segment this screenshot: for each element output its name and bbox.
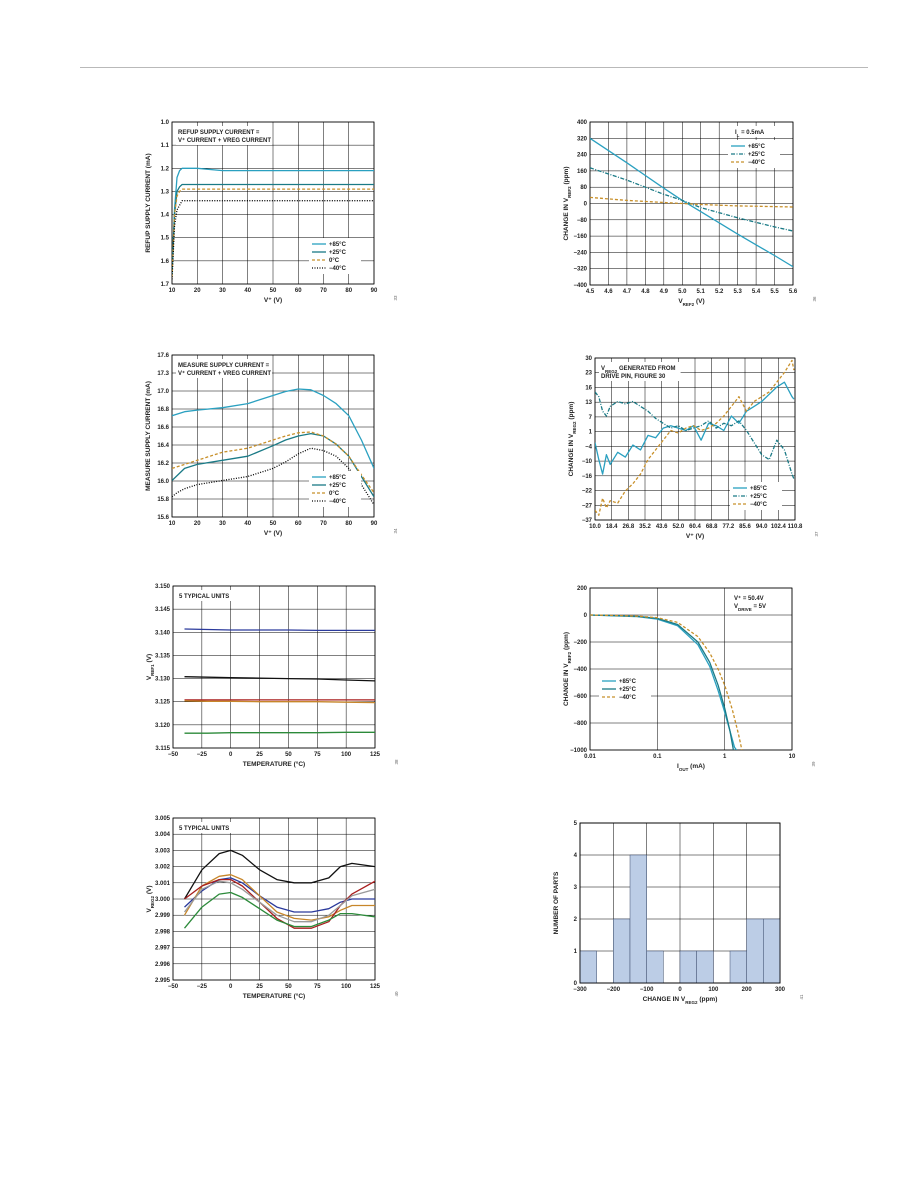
gridlines bbox=[173, 818, 375, 980]
chart-refup-supply-current bbox=[140, 112, 400, 312]
chart-vref2-change-vs-vref2 bbox=[550, 112, 817, 312]
x-tick-label: −50 bbox=[167, 984, 179, 990]
x-axis-label: $V_{REF2}$ (V) bbox=[678, 298, 705, 307]
x-tick-label: 60 bbox=[294, 521, 302, 527]
gridlines bbox=[173, 586, 375, 748]
y-tick-label: 0 bbox=[583, 613, 587, 619]
annotation-text: V⁺ = 50.4V bbox=[734, 596, 764, 602]
x-tick-label: 50 bbox=[269, 521, 277, 527]
y-tick-label: −400 bbox=[573, 667, 587, 673]
y-tick-label: 1.4 bbox=[160, 212, 169, 219]
y-tick-label: −27 bbox=[581, 503, 592, 510]
x-tick-label: 10 bbox=[168, 521, 176, 527]
x-axis-label: V⁺ (V) bbox=[263, 530, 283, 537]
x-tick-label: 100 bbox=[341, 984, 352, 990]
x-tick-label: 1 bbox=[722, 754, 727, 760]
x-tick-label: 80 bbox=[345, 288, 353, 294]
x-tick-label: −25 bbox=[196, 752, 207, 758]
y-tick-label: 16.2 bbox=[157, 461, 169, 467]
legend-label: +85°C bbox=[329, 242, 346, 248]
y-tick-label: 160 bbox=[576, 168, 587, 175]
y-tick-label: 13 bbox=[585, 400, 592, 407]
histogram-bar bbox=[730, 951, 747, 983]
y-tick-label: 1 bbox=[573, 949, 577, 955]
y-tick-label: 200 bbox=[576, 586, 587, 592]
y-tick-label: 3.005 bbox=[154, 816, 170, 822]
legend bbox=[730, 482, 782, 510]
y-tick-label: 0 bbox=[583, 201, 587, 208]
y-tick-label: −160 bbox=[573, 234, 587, 241]
legend-label: −40°C bbox=[329, 499, 346, 505]
y-tick-label: −10 bbox=[581, 459, 592, 466]
series-line bbox=[185, 629, 376, 630]
x-tick-label: 300 bbox=[774, 987, 786, 993]
legend-label: +85°C bbox=[619, 679, 636, 685]
y-tick-label: −400 bbox=[573, 283, 587, 289]
y-tick-label: 1 bbox=[588, 429, 592, 436]
y-tick-label: 2.996 bbox=[154, 961, 170, 968]
x-tick-label: −50 bbox=[167, 752, 179, 758]
y-tick-label: −800 bbox=[573, 721, 587, 727]
x-tick-label: 10.0 bbox=[589, 524, 601, 530]
x-tick-label: 25 bbox=[256, 752, 263, 758]
x-tick-label: 0.01 bbox=[584, 754, 596, 760]
y-tick-label: −37 bbox=[581, 518, 592, 524]
y-tick-label: 17.0 bbox=[157, 389, 169, 395]
y-tick-label: −200 bbox=[573, 640, 587, 646]
x-tick-label: 94.0 bbox=[755, 524, 768, 530]
annotation-text: $V_{REG2}$ GENERATED FROM bbox=[601, 366, 676, 374]
x-tick-label: 75 bbox=[313, 752, 321, 758]
x-tick-label: 50 bbox=[285, 752, 292, 758]
y-tick-label: 3.145 bbox=[154, 607, 170, 614]
y-axis-label: $V_{REF1}$ (V) bbox=[146, 653, 155, 681]
x-tick-label: 4.5 bbox=[585, 289, 595, 295]
x-axis-label: TEMPERATURE (°C) bbox=[242, 761, 306, 768]
x-axis-label: TEMPERATURE (°C) bbox=[242, 993, 306, 1000]
x-axis-label: V⁺ (V) bbox=[685, 533, 705, 540]
x-tick-label: 0 bbox=[229, 752, 233, 758]
y-tick-label: 3.001 bbox=[154, 880, 170, 887]
y-tick-label: 15.6 bbox=[157, 515, 169, 521]
y-tick-label: 400 bbox=[576, 120, 587, 126]
y-tick-label: 16.0 bbox=[157, 479, 169, 485]
y-axis-label: CHANGE IN $V_{REF2}$ (ppm) bbox=[563, 166, 572, 241]
y-tick-label: 1.5 bbox=[160, 235, 169, 242]
x-tick-label: 70 bbox=[320, 521, 327, 527]
x-tick-label: 4.8 bbox=[641, 289, 650, 295]
y-tick-label: 3.150 bbox=[154, 584, 170, 590]
x-tick-label: 10 bbox=[788, 754, 796, 760]
legend-label: −40°C bbox=[329, 266, 346, 272]
series-line bbox=[595, 392, 794, 479]
annotation-text: MEASURE SUPPLY CURRENT = bbox=[178, 363, 270, 369]
x-tick-label: 110.8 bbox=[787, 524, 803, 530]
x-tick-label: 200 bbox=[741, 987, 752, 993]
chart-vreg2-vs-temperature bbox=[140, 812, 400, 1017]
x-tick-label: 18.4 bbox=[605, 524, 618, 530]
histogram-bar bbox=[697, 951, 714, 983]
y-tick-label: 17.3 bbox=[157, 371, 169, 377]
header-rule bbox=[80, 67, 868, 68]
y-tick-label: 3.003 bbox=[154, 848, 170, 855]
histogram-bar bbox=[763, 919, 780, 983]
y-tick-label: 2.998 bbox=[154, 929, 170, 936]
x-tick-label: 90 bbox=[370, 521, 378, 527]
x-tick-label: 35.2 bbox=[639, 524, 651, 530]
annotation-text: V⁺ CURRENT + VREG CURRENT bbox=[178, 138, 272, 144]
x-tick-label: 30 bbox=[219, 288, 226, 294]
x-tick-label: 5.6 bbox=[788, 289, 798, 295]
y-tick-label: 16.4 bbox=[157, 443, 169, 449]
x-tick-label: 60 bbox=[294, 288, 302, 294]
legend bbox=[309, 238, 361, 274]
figure-id: 41 bbox=[799, 994, 804, 1000]
y-tick-label: 4 bbox=[573, 853, 577, 859]
x-axis-label: CHANGE IN $V_{REG2}$ (ppm) bbox=[642, 996, 718, 1005]
y-tick-label: 3.000 bbox=[154, 897, 170, 903]
legend-label: +85°C bbox=[329, 475, 346, 481]
x-tick-label: 60.4 bbox=[689, 524, 701, 530]
y-tick-label: 1.0 bbox=[160, 120, 169, 126]
x-axis-label: $I_{OUT}$ (mA) bbox=[677, 763, 705, 772]
figure-id: 33 bbox=[393, 295, 398, 301]
legend bbox=[309, 471, 361, 507]
annotation-text: 5 TYPICAL UNITS bbox=[179, 594, 230, 600]
histogram-bar bbox=[580, 951, 597, 983]
y-axis-label: $V_{REG2}$ (V) bbox=[146, 885, 155, 913]
y-tick-label: 1.2 bbox=[160, 166, 169, 173]
histogram-bar bbox=[613, 919, 630, 983]
x-tick-label: 0 bbox=[678, 987, 682, 993]
x-tick-label: 0.1 bbox=[653, 754, 662, 760]
y-tick-label: 0 bbox=[573, 981, 577, 987]
y-tick-label: 320 bbox=[576, 136, 587, 143]
y-tick-label: 2.997 bbox=[154, 945, 170, 952]
y-tick-label: 3.135 bbox=[154, 653, 170, 660]
x-tick-label: −300 bbox=[573, 987, 587, 993]
x-tick-label: 4.7 bbox=[622, 289, 632, 295]
x-tick-label: 125 bbox=[369, 984, 381, 990]
x-tick-label: 4.9 bbox=[659, 289, 668, 295]
y-axis-label: CHANGE IN $V_{REG2}$ (ppm) bbox=[568, 401, 577, 477]
x-tick-label: −100 bbox=[639, 987, 654, 993]
legend bbox=[599, 675, 651, 703]
annotation-text: REFUP SUPPLY CURRENT = bbox=[178, 130, 260, 136]
y-tick-label: 17.6 bbox=[157, 353, 169, 359]
y-tick-label: 3.115 bbox=[155, 746, 170, 752]
series-line bbox=[185, 732, 376, 733]
x-tick-label: 0 bbox=[229, 984, 233, 990]
y-axis-label: NUMBER OF PARTS bbox=[553, 871, 560, 935]
y-tick-label: 3 bbox=[573, 885, 577, 891]
chart-vref2-change-vs-iout bbox=[550, 582, 816, 782]
y-tick-label: 3.130 bbox=[154, 676, 170, 683]
y-tick-label: 1.1 bbox=[160, 143, 169, 150]
plot-frame bbox=[173, 586, 375, 748]
x-tick-label: 90 bbox=[370, 288, 378, 294]
x-tick-label: 100 bbox=[708, 987, 719, 993]
x-tick-label: 5.5 bbox=[770, 289, 779, 295]
y-tick-label: 3.004 bbox=[154, 832, 170, 839]
x-tick-label: 5.2 bbox=[715, 289, 724, 295]
y-tick-label: 7 bbox=[588, 414, 592, 421]
series-line bbox=[185, 701, 376, 703]
x-axis-label: V⁺ (V) bbox=[263, 297, 283, 304]
y-tick-label: −320 bbox=[573, 266, 587, 273]
y-tick-label: −600 bbox=[573, 694, 587, 700]
y-tick-label: 2 bbox=[573, 917, 577, 923]
figure-id: 38 bbox=[394, 759, 399, 765]
y-tick-label: 3.120 bbox=[154, 722, 170, 729]
y-tick-label: 16.6 bbox=[157, 425, 169, 431]
y-tick-label: −240 bbox=[573, 250, 587, 257]
y-tick-label: 2.995 bbox=[154, 978, 170, 984]
x-tick-label: 80 bbox=[345, 521, 353, 527]
y-tick-label: 30 bbox=[585, 356, 592, 362]
y-tick-label: 2.999 bbox=[154, 913, 170, 920]
histogram-bar bbox=[647, 951, 664, 983]
x-tick-label: 125 bbox=[369, 752, 381, 758]
x-tick-label: 5.4 bbox=[751, 289, 761, 295]
x-tick-label: 25 bbox=[256, 984, 263, 990]
figure-id: 37 bbox=[814, 531, 819, 537]
annotation-text: $I_L = 0.5mA$ bbox=[735, 130, 765, 138]
x-tick-label: 70 bbox=[320, 288, 327, 294]
y-tick-label: 3.002 bbox=[154, 864, 170, 871]
x-tick-label: 5.0 bbox=[678, 289, 687, 295]
y-tick-label: −80 bbox=[576, 217, 587, 224]
series-line bbox=[185, 893, 376, 929]
x-tick-label: 102.4 bbox=[770, 524, 786, 530]
y-axis-label: MEASURE SUPPLY CURRENT (mA) bbox=[145, 381, 152, 491]
y-axis-label: REFUP SUPPLY CURRENT (mA) bbox=[145, 153, 152, 253]
figure-id: 40 bbox=[394, 991, 399, 997]
legend-label: 0°C bbox=[329, 491, 340, 497]
series-group bbox=[185, 629, 376, 733]
y-tick-label: 3.140 bbox=[154, 630, 170, 637]
legend-label: −40°C bbox=[750, 502, 767, 508]
y-tick-label: −16 bbox=[581, 473, 592, 480]
legend-label: +25°C bbox=[748, 152, 765, 158]
y-tick-label: 5 bbox=[573, 821, 577, 827]
legend-label: +85°C bbox=[750, 486, 767, 492]
y-tick-label: 1.3 bbox=[160, 189, 169, 196]
series-line bbox=[185, 881, 376, 922]
x-tick-label: 77.2 bbox=[722, 524, 735, 530]
x-tick-label: 85.6 bbox=[739, 524, 751, 530]
x-tick-label: 100 bbox=[341, 752, 352, 758]
x-tick-label: 40 bbox=[244, 521, 252, 527]
legend-label: +85°C bbox=[748, 144, 765, 150]
y-tick-label: 240 bbox=[576, 152, 587, 159]
gridlines bbox=[590, 588, 792, 750]
chart-vreg2-histogram bbox=[550, 813, 810, 1018]
x-tick-label: −200 bbox=[606, 987, 621, 993]
annotation-text: 5 TYPICAL UNITS bbox=[179, 826, 230, 832]
legend bbox=[728, 140, 780, 168]
series-group bbox=[185, 850, 376, 928]
x-tick-label: 50 bbox=[269, 288, 277, 294]
series-line bbox=[185, 850, 376, 899]
figure-id: 36 bbox=[812, 296, 817, 302]
x-tick-label: 20 bbox=[193, 288, 201, 294]
y-tick-label: 16 bbox=[585, 385, 592, 392]
x-tick-label: 50 bbox=[285, 984, 292, 990]
x-tick-label: 5.3 bbox=[733, 289, 742, 295]
y-tick-label: 16.8 bbox=[157, 407, 169, 413]
legend-label: +25°C bbox=[750, 494, 767, 500]
x-tick-label: 30 bbox=[219, 521, 226, 527]
annotation-text: DRIVE PIN, FIGURE 30 bbox=[601, 374, 666, 380]
y-tick-label: 23 bbox=[585, 370, 592, 377]
x-tick-label: −25 bbox=[196, 984, 207, 990]
y-tick-label: −22 bbox=[581, 488, 592, 495]
chart-vreg2-change-vs-vplus bbox=[550, 348, 819, 548]
legend-label: −40°C bbox=[619, 695, 636, 701]
y-tick-label: 3.125 bbox=[154, 699, 170, 706]
y-tick-label: 80 bbox=[580, 185, 587, 192]
x-tick-label: 68.8 bbox=[705, 524, 718, 530]
x-tick-label: 40 bbox=[244, 288, 252, 294]
y-tick-label: −4 bbox=[585, 444, 592, 451]
x-tick-label: 4.6 bbox=[604, 289, 613, 295]
series-line bbox=[595, 382, 794, 474]
y-tick-label: 1.6 bbox=[160, 258, 169, 265]
annotation-text: V⁺ CURRENT + VREG CURRENT bbox=[178, 371, 272, 377]
legend-label: +25°C bbox=[329, 250, 346, 256]
legend-label: +25°C bbox=[329, 483, 346, 489]
x-tick-label: 43.6 bbox=[655, 524, 668, 530]
histogram-bar bbox=[680, 951, 697, 983]
figure-id: 34 bbox=[393, 528, 398, 534]
legend-label: −40°C bbox=[748, 160, 765, 166]
y-tick-label: 15.8 bbox=[157, 497, 169, 503]
annotation-text: $V_{DRIVE} = 5V$ bbox=[734, 604, 766, 612]
x-tick-label: 5.1 bbox=[696, 289, 705, 295]
histogram-bar bbox=[747, 919, 764, 983]
histogram-bar bbox=[630, 855, 647, 983]
x-tick-label: 20 bbox=[193, 521, 201, 527]
y-tick-label: −1000 bbox=[570, 748, 587, 754]
figure-id: 39 bbox=[811, 761, 816, 767]
x-tick-label: 10 bbox=[168, 288, 176, 294]
chart-vref1-vs-temperature bbox=[140, 580, 400, 780]
y-axis-label: CHANGE IN $V_{REF2}$ (ppm) bbox=[563, 632, 572, 706]
chart-measure-supply-current bbox=[140, 345, 400, 545]
x-tick-label: 26.8 bbox=[622, 524, 635, 530]
legend-label: 0°C bbox=[329, 258, 340, 264]
x-tick-label: 75 bbox=[313, 984, 321, 990]
legend-label: +25°C bbox=[619, 687, 636, 693]
x-tick-label: 52.0 bbox=[672, 524, 685, 530]
y-tick-label: 1.7 bbox=[160, 282, 169, 288]
